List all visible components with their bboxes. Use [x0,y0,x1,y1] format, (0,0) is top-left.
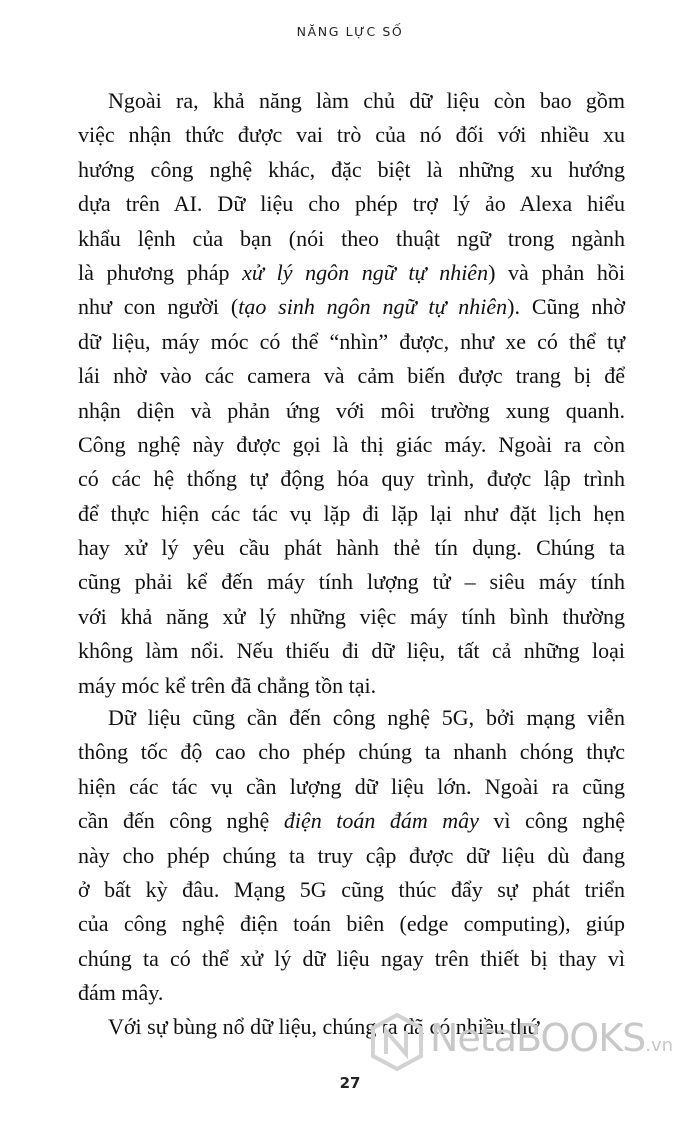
text-line [78,565,625,599]
text-segment: máy móc kể trên đã chẳng tồn tại. [78,672,377,698]
text-segment: cũng phải kể đến máy tính lượng tử – siêu máy tính [78,569,625,595]
text-segment: Với sự bùng nổ dữ liệu, chúng ta đã có nhiều thứ [108,1013,540,1039]
text-line [78,976,625,1010]
text-segment: lái nhờ vào các camera và cảm biến được trang bị để [78,363,625,389]
text-segment: khẩu lệnh của bạn (nói theo thuật ngữ trong ngành [78,225,625,251]
text-line [78,84,625,118]
text-line [78,531,625,565]
text-segment: vì công nghệ [478,808,625,834]
text-line [78,600,625,634]
text-line [78,497,625,531]
text-segment: dựa trên AI. Dữ liệu cho phép trợ lý ảo Alexa hiểu [78,191,625,217]
text-line [78,701,625,735]
netabooks-watermark [368,1012,698,1072]
text-segment: cần đến công nghệ [78,808,284,834]
watermark-text [430,1016,673,1060]
text-line [78,907,625,941]
text-line [78,873,625,907]
text-segment: với khả năng xử lý những việc máy tính bình thường [78,603,625,629]
text-segment: này cho phép chúng ta truy cập được dữ liệu dù đang [78,842,625,868]
text-line [78,634,625,668]
text-segment: hiện các tác vụ cần lượng dữ liệu lớn. Ngoài ra cũng [78,773,625,799]
text-line [78,256,625,290]
text-segment: có các hệ thống tự động hóa quy trình, được lập trình [78,466,625,492]
text-line [78,290,625,324]
watermark-brand: NetaBOOKS [430,1016,646,1060]
text-segment: Công nghệ này được gọi là thị giác máy. Ngoài ra còn [78,431,625,457]
text-segment: không làm nổi. Nếu thiếu đi dữ liệu, tất cả những loại [78,638,625,664]
body-text [78,84,625,1044]
text-line [78,428,625,462]
text-segment: là phương pháp [78,259,243,285]
running-header: NĂNG LỰC SỐ [296,24,404,39]
text-line [78,462,625,496]
text-segment: việc nhận thức được vai trò của nó đối với nhiều xu [78,122,625,148]
italic-term: tạo sinh ngôn ngữ tự nhiên [238,294,508,320]
text-line [78,669,625,703]
text-segment: chúng ta có thể xử lý dữ liệu ngay trên thiết bị thay vì [78,945,625,971]
text-segment: nhận diện và phản ứng với môi trường xung quanh. [78,397,625,423]
paragraph [78,84,625,703]
text-segment: Dữ liệu cũng cần đến công nghệ 5G, bởi mạng viễn [108,705,625,731]
text-line [78,118,625,152]
text-segment: dữ liệu, máy móc có thể “nhìn” được, như xe có thể tự [78,328,625,354]
text-line [78,222,625,256]
text-line [78,942,625,976]
italic-term: điện toán đám mây [283,808,479,834]
text-segment: của công nghệ điện toán biên (edge computing), giúp [78,911,625,937]
paragraph [78,701,625,1011]
text-line [78,359,625,393]
text-line [78,325,625,359]
text-segment: đám mây. [78,980,164,1006]
text-line [78,394,625,428]
text-line [78,804,625,838]
text-line [78,770,625,804]
text-segment: Ngoài ra, khả năng làm chủ dữ liệu còn bao gồm [108,88,625,113]
text-segment: để thực hiện các tác vụ lặp đi lặp lại như đặt lịch hẹn [78,500,625,526]
text-segment: hướng công nghệ khác, đặc biệt là những xu hướng [78,156,625,182]
text-segment: ). Cũng nhờ [507,294,625,320]
text-segment: ) và phản hồi [488,259,626,285]
netabooks-logo-icon [368,1012,426,1072]
italic-term: xử lý ngôn ngữ tự nhiên [242,259,489,285]
text-line [78,735,625,769]
page-number: 27 [339,1074,361,1092]
text-segment: hay xử lý yêu cầu phát hành thẻ tín dụng. Chúng ta [78,535,625,561]
text-line [78,153,625,187]
text-segment: ở bất kỳ đâu. Mạng 5G cũng thúc đẩy sự phát triển [78,876,625,902]
text-line [78,839,625,873]
text-line [78,187,625,221]
text-segment: như con người ( [78,294,239,320]
watermark-suffix: .vn [645,1035,674,1056]
text-segment: thông tốc độ cao cho phép chúng ta nhanh chóng thực [78,739,625,765]
